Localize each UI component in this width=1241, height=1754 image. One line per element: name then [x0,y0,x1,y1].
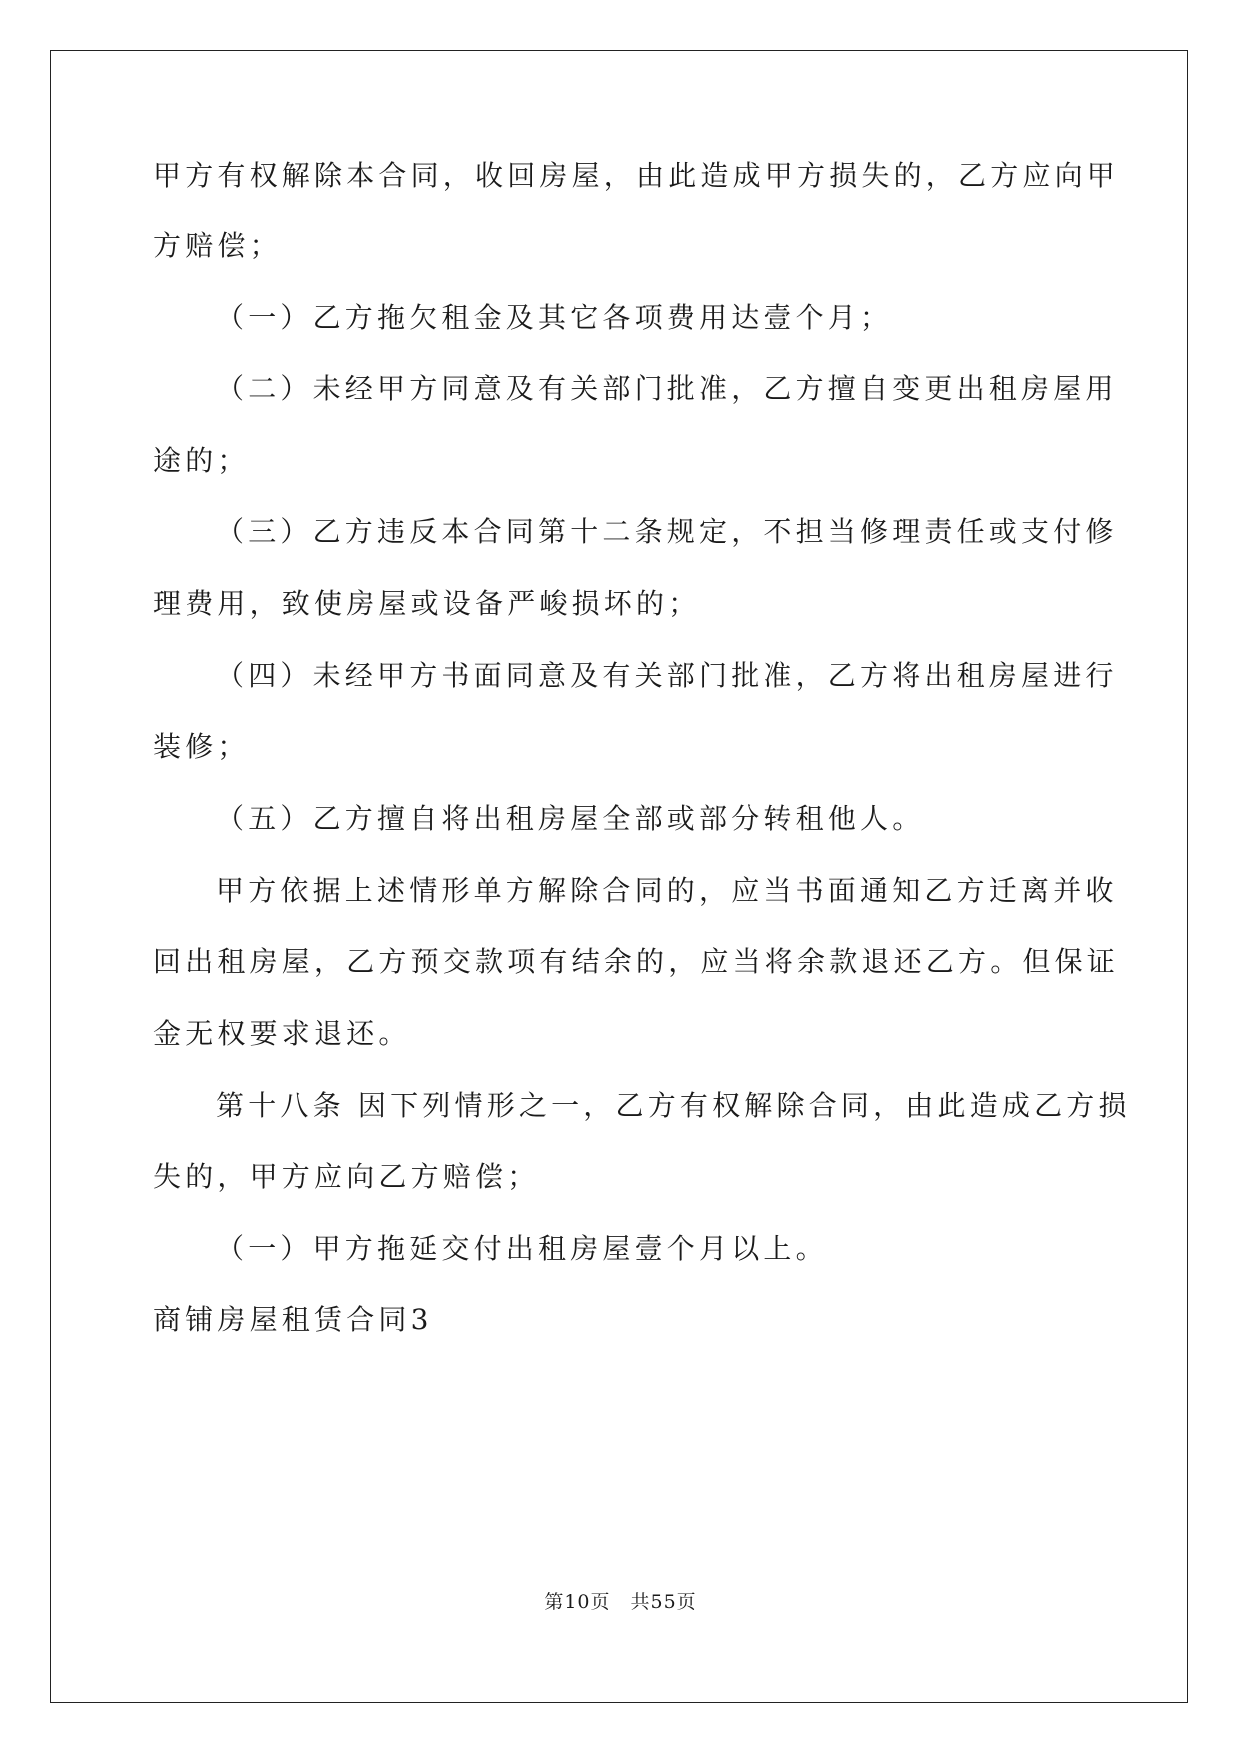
paragraph-line: 装修； [153,730,250,763]
paragraph-line: 失的，甲方应向乙方赔偿； [153,1160,540,1193]
clause-item-1: （一）甲方拖延交付出租房屋壹个月以上。 [216,1232,828,1265]
paragraph-line: 甲方依据上述情形单方解除合同的，应当书面通知乙方迁离并收 [216,874,1118,907]
clause-item-5: （五）乙方擅自将出租房屋全部或部分转租他人。 [216,802,925,835]
page-number: 第10页 共55页 [544,1591,697,1613]
article-18-heading: 第十八条 因下列情形之一，乙方有权解除合同，由此造成乙方损 [216,1089,1131,1122]
paragraph-line: 甲方有权解除本合同，收回房屋，由此造成甲方损失的，乙方应向甲 [153,159,1120,192]
clause-item-1: （一）乙方拖欠租金及其它各项费用达壹个月； [216,301,893,334]
clause-item-3: （三）乙方违反本合同第十二条规定，不担当修理责任或支付修 [216,515,1118,548]
section-title: 商铺房屋租赁合同3 [153,1303,433,1336]
paragraph-line: 金无权要求退还。 [153,1017,411,1050]
paragraph-line: 回出租房屋，乙方预交款项有结余的，应当将余款退还乙方。但保证 [153,945,1120,978]
paragraph-line: 理费用，致使房屋或设备严峻损坏的； [153,587,701,620]
clause-item-4: （四）未经甲方书面同意及有关部门批准，乙方将出租房屋进行 [216,659,1118,692]
paragraph-line: 方赔偿； [153,229,282,262]
paragraph-line: 途的； [153,444,250,477]
clause-item-2: （二）未经甲方同意及有关部门批准，乙方擅自变更出租房屋用 [216,372,1118,405]
